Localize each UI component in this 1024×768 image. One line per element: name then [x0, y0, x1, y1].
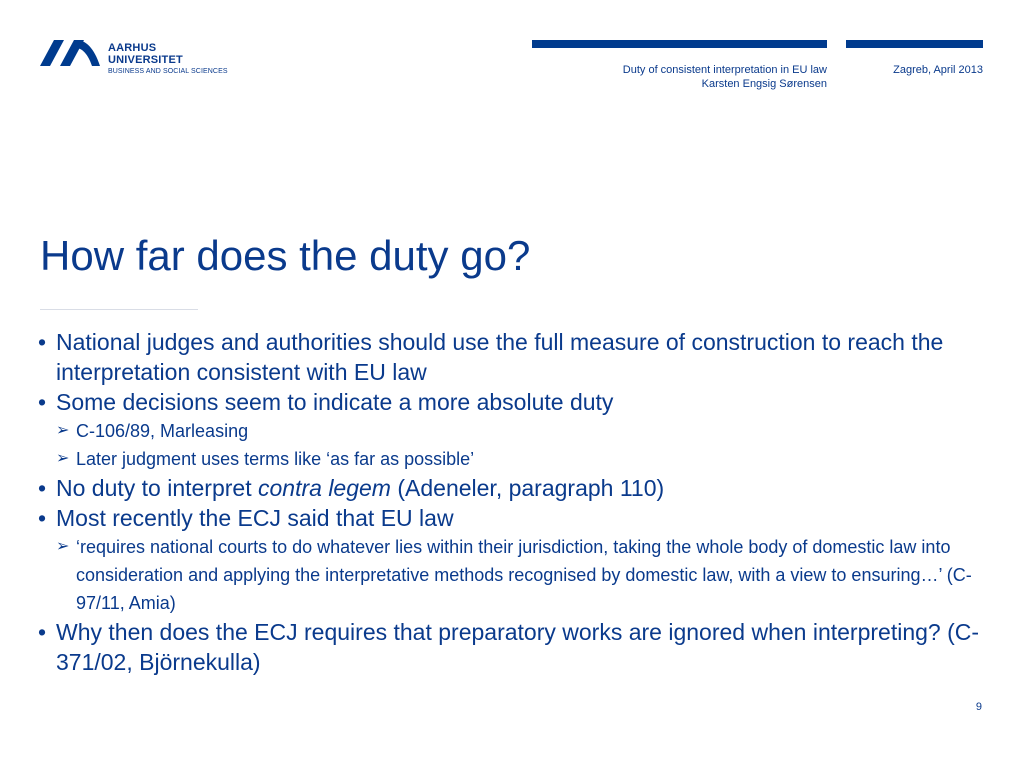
sub-bullet-item [38, 445, 988, 473]
bullet-marker: • [38, 329, 47, 355]
slide-title: How far does the duty go? [40, 232, 531, 279]
title-divider [40, 309, 198, 310]
bullet-text-suffix: (Adeneler, paragraph 110) [390, 475, 665, 501]
header-talk-info [623, 63, 827, 91]
bullet-marker: • [38, 505, 47, 531]
bullet-item [38, 473, 988, 503]
bullet-item [38, 617, 988, 677]
bullet-text: Why then does the ECJ requires that preparatory works are ignored when interpreting? (C-371/02, Björnekulla) [56, 619, 980, 675]
logo-line-3: BUSINESS AND SOCIAL SCIENCES [108, 68, 228, 75]
bullet-text-prefix: No duty to interpret [56, 475, 258, 501]
header-date: Zagreb, April 2013 [893, 64, 983, 76]
bullet-text: National judges and authorities should use the full measure of construction to reach the interpretation consistent with EU law [56, 329, 944, 385]
sub-bullet-item [38, 533, 988, 617]
sub-bullet-text: ‘requires national courts to do whatever lies within their jurisdiction, taking the whole body of domestic law into consideration and applying the interpretative methods recognised by domestic law, with a view to ensuring…’ (C-97/11, Amia) [76, 537, 972, 613]
logo-line-1: AARHUS [108, 42, 157, 54]
university-logo [40, 38, 240, 82]
bullet-text: Some decisions seem to indicate a more absolute duty [56, 389, 614, 415]
arrow-bullet-icon: ➢ [56, 538, 70, 555]
page-number: 9 [975, 701, 982, 713]
arrow-bullet-icon: ➢ [56, 450, 70, 467]
sub-bullet-text: Later judgment uses terms like ‘as far as possible’ [76, 449, 475, 469]
bullet-marker: • [38, 475, 47, 501]
header-author: Karsten Engsig Sørensen [701, 78, 827, 90]
bullet-item [38, 503, 988, 533]
logo-line-2: UNIVERSITET [108, 54, 183, 66]
header-bar-left [532, 40, 827, 48]
bullet-marker: • [38, 619, 47, 645]
header-talk-title: Duty of consistent interpretation in EU law [622, 64, 827, 76]
bullet-item [38, 327, 988, 387]
slide-body [38, 327, 988, 677]
bullet-marker: • [38, 389, 47, 415]
arrow-bullet-icon: ➢ [56, 422, 70, 439]
sub-bullet-text: C-106/89, Marleasing [76, 421, 249, 441]
logo-wordmark [108, 42, 228, 78]
bullet-text: Most recently the ECJ said that EU law [56, 505, 454, 531]
sub-bullet-item [38, 417, 988, 445]
aarhus-logo-mark-icon [40, 38, 102, 68]
bullet-item [38, 387, 988, 417]
header-bar-right [846, 40, 983, 48]
bullet-text-emphasis: contra legem [258, 475, 391, 501]
